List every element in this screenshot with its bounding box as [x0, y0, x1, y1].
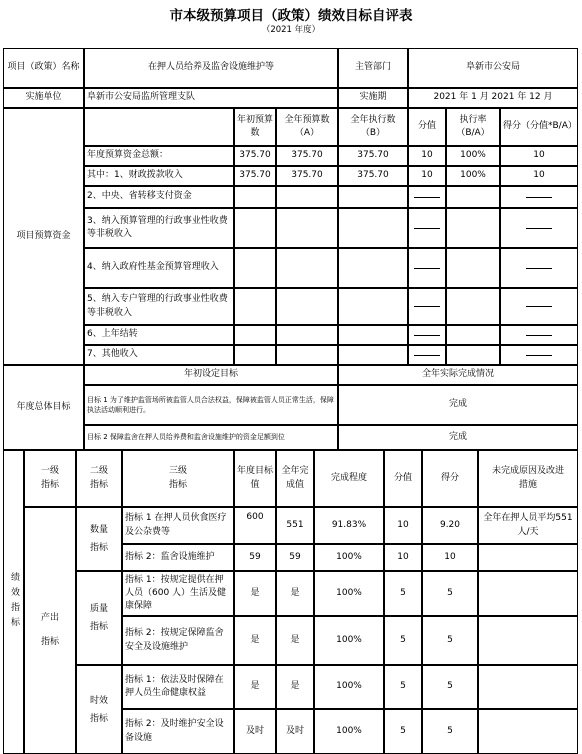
year-note: （2021 年度） [261, 25, 321, 35]
degree-value: 100% [314, 616, 384, 665]
budget-row-initial [234, 208, 276, 248]
col-points: 得分（分值*B/A） [500, 108, 578, 146]
budget-row-exec [338, 186, 408, 208]
score-value: 10 [384, 544, 422, 571]
col-execution: 全年执行数（B） [338, 108, 408, 146]
reason-value [478, 709, 578, 754]
actual-value: 是 [276, 571, 314, 616]
budget-row-rate: 100% [446, 166, 500, 186]
indicator: 指标 1 在押人员伙食医疗及公杂费等 [122, 507, 234, 544]
budget-row-initial [234, 325, 276, 345]
budget-row-score [408, 186, 446, 208]
h-target: 年度目标值 [234, 450, 276, 507]
h-level1: 一级指标 [24, 450, 76, 507]
budget-row-full [276, 208, 338, 248]
budget-row-label: 7、其他收入 [84, 345, 234, 365]
group-quantity: 数量指标 [76, 507, 122, 571]
budget-row-exec: 375.70 [338, 146, 408, 166]
budget-row-rate [446, 325, 500, 345]
reason-value [478, 571, 578, 616]
score-value: 5 [384, 616, 422, 665]
actual-value: 及时 [276, 709, 314, 754]
budget-section-label: 项目预算资金 [3, 108, 84, 365]
indicator: 指标 2：按规定保障监舍安全及设施维护 [122, 616, 234, 665]
budget-row-exec: 375.70 [338, 166, 408, 186]
degree-value: 100% [314, 665, 384, 709]
budget-row-label: 4、纳入政府性基金预算管理收入 [84, 248, 234, 288]
budget-row-score: 10 [408, 146, 446, 166]
budget-row-points: 10 [500, 146, 578, 166]
degree-value: 91.83% [314, 507, 384, 544]
goal-2-result: 完成 [338, 425, 578, 450]
actual-value: 是 [276, 616, 314, 665]
period-label: 实施期 [338, 88, 408, 108]
h-points: 得分 [422, 450, 478, 507]
target-value: 600 [234, 507, 276, 544]
budget-row-points [500, 288, 578, 325]
points-value: 5 [422, 709, 478, 754]
points-value: 5 [422, 616, 478, 665]
overall-goal-label: 年度总体目标 [3, 365, 84, 450]
points-value: 5 [422, 665, 478, 709]
budget-row-label: 5、纳入专户管理的行政事业性收费等非税收入 [84, 288, 234, 325]
budget-row-initial: 375.70 [234, 146, 276, 166]
col-full-budget: 全年预算数（A） [276, 108, 338, 146]
score-value: 5 [384, 709, 422, 754]
target-value: 是 [234, 571, 276, 616]
reason-value [478, 544, 578, 571]
budget-row-initial: 375.70 [234, 166, 276, 186]
project-name-label: 项目（政策）名称 [3, 48, 84, 88]
indicator: 指标 2：监舍设施维护 [122, 544, 234, 571]
budget-row-rate: 100% [446, 146, 500, 166]
budget-row-full [276, 325, 338, 345]
budget-row-exec [338, 248, 408, 288]
budget-row-score [408, 345, 446, 365]
dash-mark [414, 306, 440, 307]
target-value: 是 [234, 616, 276, 665]
h-level3: 三级指标 [122, 450, 234, 507]
budget-row-label: 2、中央、省转移支付资金 [84, 186, 234, 208]
budget-row-full: 375.70 [276, 166, 338, 186]
col-exec-rate: 执行率（B/A） [446, 108, 500, 146]
score-value: 5 [384, 665, 422, 709]
dash-mark [414, 197, 440, 198]
budget-row-full: 375.70 [276, 146, 338, 166]
dash-mark [526, 355, 552, 356]
actual-value: 59 [276, 544, 314, 571]
target-value: 59 [234, 544, 276, 571]
budget-row-score [408, 208, 446, 248]
unit-value: 阜新市公安局监所管理支队 [84, 88, 338, 108]
dash-mark [414, 335, 440, 336]
perf-section-label: 绩效指标 [3, 450, 24, 754]
dept-label: 主管部门 [338, 48, 408, 88]
target-value: 是 [234, 665, 276, 709]
dash-mark [526, 306, 552, 307]
budget-row-initial [234, 248, 276, 288]
score-value: 5 [384, 571, 422, 616]
h-degree: 完成程度 [314, 450, 384, 507]
budget-row-label: 年度预算资金总额： [84, 146, 234, 166]
budget-row-exec [338, 345, 408, 365]
budget-row-rate [446, 248, 500, 288]
table-title: 市本级预算项目（政策）绩效目标自评表 [169, 8, 413, 24]
goal-1-result: 完成 [338, 385, 578, 425]
dash-mark [414, 228, 440, 229]
budget-row-exec [338, 325, 408, 345]
reason-value [478, 665, 578, 709]
points-value: 9.20 [422, 507, 478, 544]
dash-mark [526, 335, 552, 336]
budget-row-initial [234, 186, 276, 208]
budget-row-exec [338, 208, 408, 248]
group-timeliness: 时效指标 [76, 665, 122, 754]
dash-mark [414, 355, 440, 356]
set-goal-header: 年初设定目标 [84, 365, 338, 385]
h-score: 分值 [384, 450, 422, 507]
budget-row-score [408, 288, 446, 325]
budget-row-score [408, 325, 446, 345]
points-value: 5 [422, 571, 478, 616]
budget-header-blank [84, 108, 234, 146]
actual-value: 551 [276, 507, 314, 544]
budget-row-points [500, 186, 578, 208]
col-score: 分值 [408, 108, 446, 146]
indicator: 指标 1：按规定提供在押人员（600 人）生活及健康保障 [122, 571, 234, 616]
col-initial-budget: 年初预算数 [234, 108, 276, 146]
budget-row-points [500, 345, 578, 365]
budget-row-points [500, 208, 578, 248]
reason-value [478, 616, 578, 665]
budget-row-initial [234, 288, 276, 325]
budget-row-score [408, 248, 446, 288]
dash-mark [526, 228, 552, 229]
indicator: 指标 2：及时维护安全设备设施 [122, 709, 234, 754]
degree-value: 100% [314, 709, 384, 754]
budget-row-rate [446, 288, 500, 325]
budget-row-score: 10 [408, 166, 446, 186]
budget-row-rate [446, 208, 500, 248]
budget-row-rate [446, 345, 500, 365]
level1-output: 产出指标 [24, 507, 76, 754]
budget-row-points: 10 [500, 166, 578, 186]
budget-row-initial [234, 345, 276, 365]
budget-row-points [500, 325, 578, 345]
budget-row-label: 其中：1、财政拨款收入 [84, 166, 234, 186]
budget-row-full [276, 288, 338, 325]
budget-row-exec [338, 288, 408, 325]
budget-row-full [276, 186, 338, 208]
dash-mark [526, 197, 552, 198]
dept-value: 阜新市公安局 [408, 48, 578, 88]
unit-label: 实施单位 [3, 88, 84, 108]
degree-value: 100% [314, 544, 384, 571]
h-reason: 未完成原因及改进措施 [478, 450, 578, 507]
budget-row-points [500, 248, 578, 288]
target-value: 及时 [234, 709, 276, 754]
dash-mark [526, 268, 552, 269]
dash-mark [414, 268, 440, 269]
indicator: 指标 1：依法及时保障在押人员生命健康权益 [122, 665, 234, 709]
points-value: 10 [422, 544, 478, 571]
degree-value: 100% [314, 571, 384, 616]
budget-row-rate [446, 186, 500, 208]
h-actual: 全年完成值 [276, 450, 314, 507]
group-quality: 质量指标 [76, 571, 122, 665]
h-level2: 二级指标 [76, 450, 122, 507]
project-name-value: 在押人员给养及监舍设施维护等 [84, 48, 338, 88]
goal-2-text: 目标 2 保障监舍在押人员给养费和监舍设施维护的资金足额到位 [84, 425, 338, 450]
score-value: 10 [384, 507, 422, 544]
goal-1-text: 目标 1 为了维护监管场所被监管人员合法权益，保障被监管人员正常生活，保障执法活动顺利进行。 [84, 385, 338, 425]
budget-row-full [276, 345, 338, 365]
reason-value: 全年在押人员平均551人/天 [478, 507, 578, 544]
actual-value: 是 [276, 665, 314, 709]
actual-result-header: 全年实际完成情况 [338, 365, 578, 385]
budget-row-label: 3、纳入预算管理的行政事业性收费等非税收入 [84, 208, 234, 248]
budget-row-label: 6、上年结转 [84, 325, 234, 345]
period-value: 2021 年 1 月 2021 年 12 月 [408, 88, 578, 108]
budget-row-full [276, 248, 338, 288]
